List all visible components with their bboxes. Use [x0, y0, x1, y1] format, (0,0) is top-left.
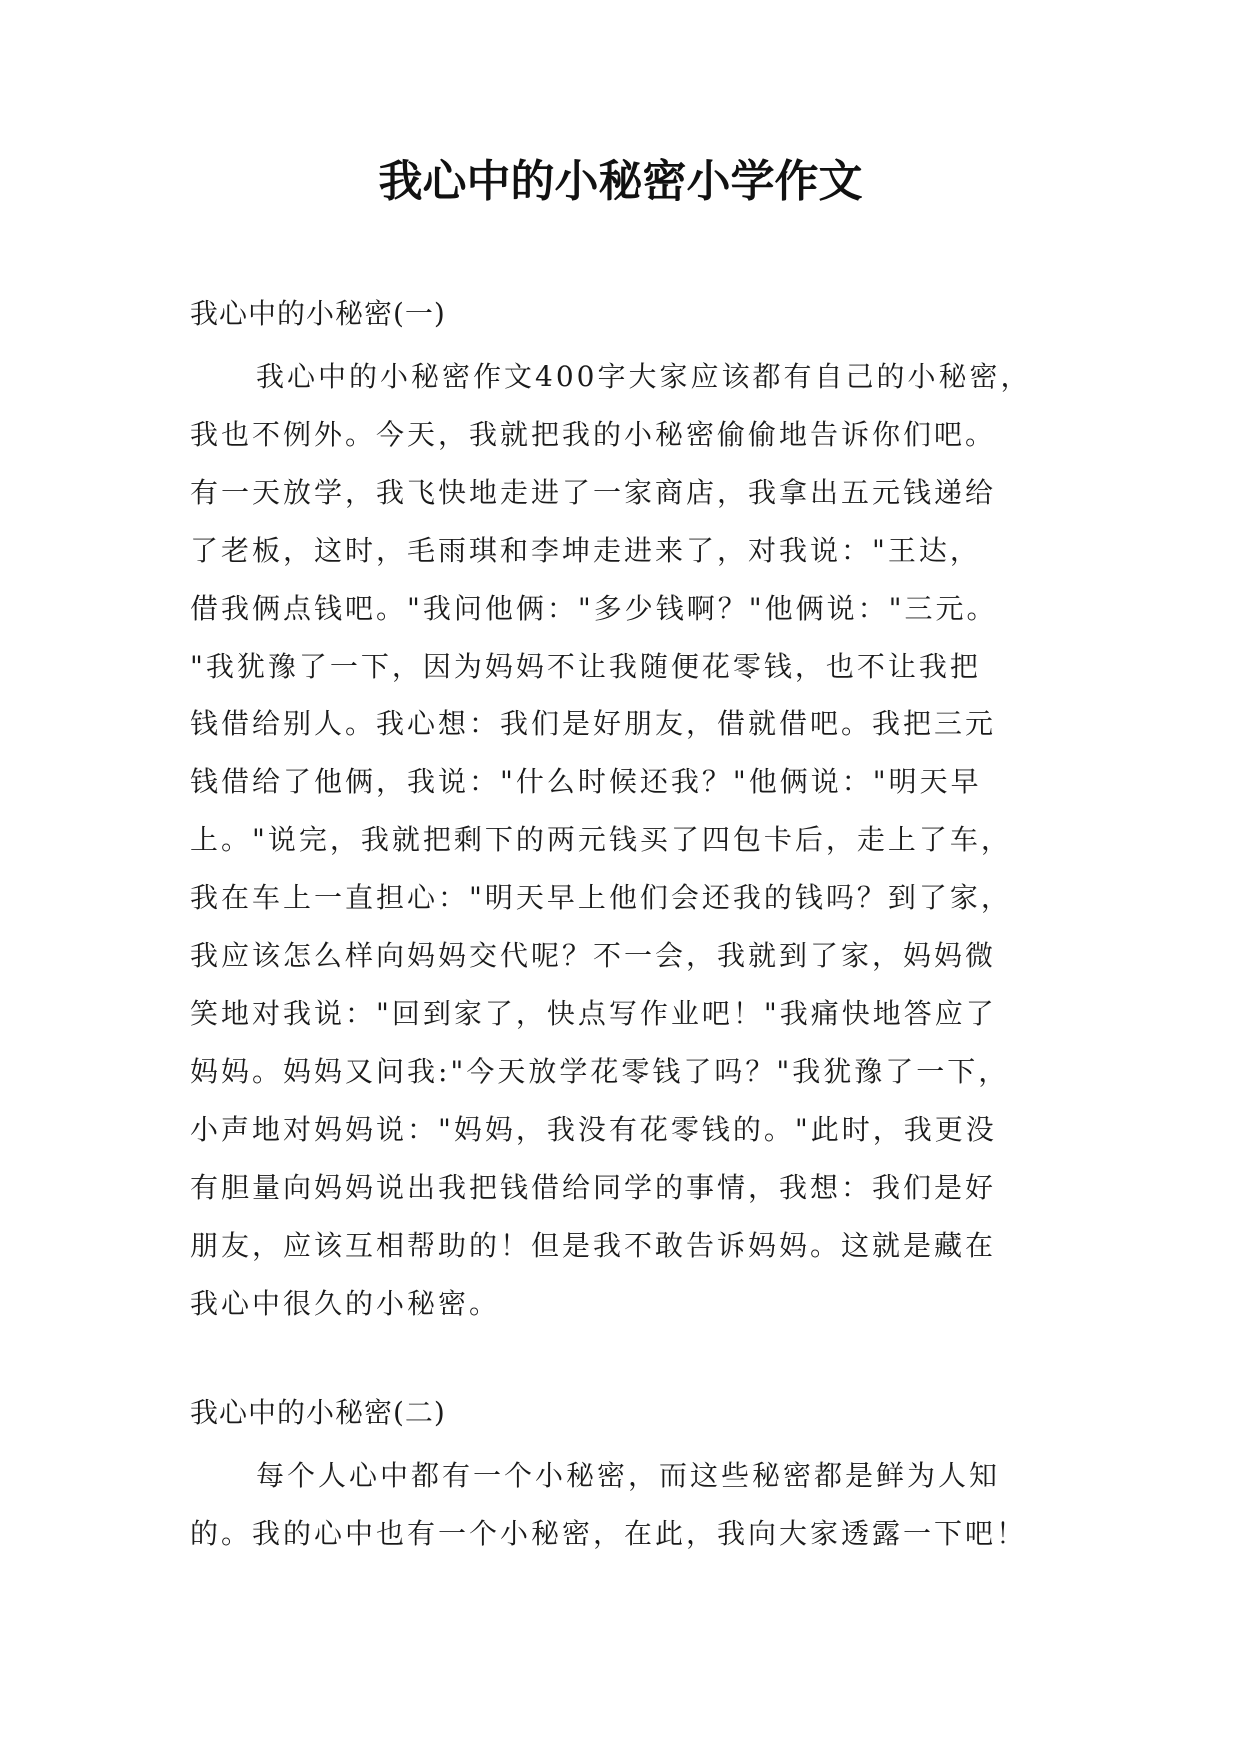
section-heading-2: 我心中的小秘密(二)	[190, 1396, 446, 1429]
paragraph-line: 的。我的心中也有一个小秘密，在此，我向大家透露一下吧！	[190, 1516, 1028, 1550]
section-2-paragraph	[190, 1447, 1070, 1563]
paragraph-line: 小声地对妈妈说："妈妈，我没有花零钱的。"此时，我更没	[190, 1112, 997, 1146]
paragraph-line: 上。"说完，我就把剩下的两元钱买了四包卡后，走上了车，	[190, 823, 1012, 857]
paragraph-line: 借我俩点钱吧。"我问他俩："多少钱啊？"他俩说："三元。	[190, 591, 998, 625]
paragraph-line: 妈妈。妈妈又问我:"今天放学花零钱了吗？"我犹豫了一下，	[190, 1054, 1010, 1088]
document-title: 我心中的小秘密小学作文	[378, 156, 863, 207]
paragraph-line: 我在车上一直担心："明天早上他们会还我的钱吗？到了家，	[190, 881, 1012, 915]
paragraph-line: 有胆量向妈妈说出我把钱借给同学的事情，我想：我们是好	[190, 1170, 997, 1204]
paragraph-line: 了老板，这时，毛雨琪和李坤走进来了，对我说："王达，	[190, 533, 981, 567]
paragraph-line: 我心中很久的小秘密。	[190, 1286, 501, 1320]
paragraph-line: 朋友，应该互相帮助的！但是我不敢告诉妈妈。这就是藏在	[190, 1228, 997, 1262]
paragraph-line: 有一天放学，我飞快地走进了一家商店，我拿出五元钱递给	[190, 475, 997, 509]
paragraph-line: 我也不例外。今天，我就把我的小秘密偷偷地告诉你们吧。	[190, 417, 997, 451]
paragraph-line: 我应该怎么样向妈妈交代呢？不一会，我就到了家，妈妈微	[190, 939, 997, 973]
paragraph-line: 我心中的小秘密作文400字大家应该都有自己的小秘密，	[256, 360, 1032, 393]
paragraph-line: "我犹豫了一下，因为妈妈不让我随便花零钱，也不让我把	[190, 649, 981, 683]
paragraph-line: 钱借给了他俩，我说："什么时候还我？"他俩说："明天早	[190, 765, 982, 799]
paragraph-line: 钱借给别人。我心想：我们是好朋友，借就借吧。我把三元	[190, 707, 997, 741]
paragraph-line: 每个人心中都有一个小秘密，而这些秘密都是鲜为人知	[256, 1459, 1001, 1492]
section-heading-1: 我心中的小秘密(一)	[190, 297, 446, 330]
section-1-paragraph	[190, 348, 1070, 1332]
paragraph-line: 笑地对我说："回到家了，快点写作业吧！"我痛快地答应了	[190, 996, 997, 1030]
